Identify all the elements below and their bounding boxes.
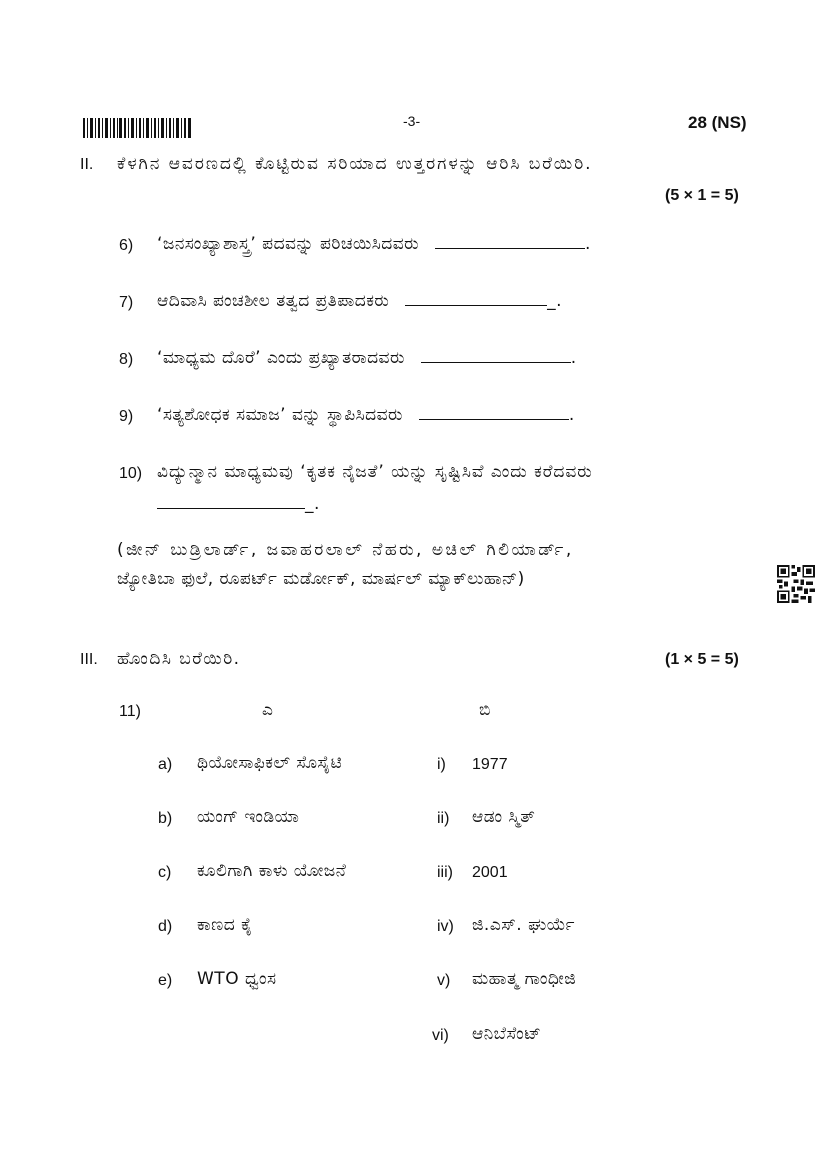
barcode [83, 118, 191, 138]
question-10-text: ವಿದ್ಯುನ್ಮಾನ ಮಾಧ್ಯಮವು ‘ಕೃತಕ ನೈಜತೆ’ ಯನ್ನು ಸೃಷ್ಟಿಸಿವೆ ಎಂದು ಕರೆದವರು [157, 462, 593, 482]
question-6-end: . [585, 234, 591, 254]
section-ii-instruction: ಕೆಳಗಿನ ಆವರಣದಲ್ಲಿ ಕೊಟ್ಟಿರುವ ಸರಿಯಾದ ಉತ್ತರಗಳನ್ನು ಆರಿಸಿ ಬರೆಯಿರಿ. [117, 154, 593, 174]
match-iv-label: iv) [437, 918, 454, 935]
question-8-number: 8) [119, 351, 134, 368]
answer-blank[interactable] [421, 348, 571, 363]
match-d-text: ಕಾಣದ ಕೈ [197, 915, 253, 935]
qr-code [777, 565, 815, 603]
question-7-text: ಆದಿವಾಸಿ ಪಂಚಶೀಲ ತತ್ವದ ಪ್ರತಿಪಾದಕರು [157, 291, 390, 311]
match-e-text: WTO ಧ್ವಂಸ [197, 969, 277, 989]
match-c-text: ಕೂಲಿಗಾಗಿ ಕಾಳು ಯೋಜನೆ [197, 861, 347, 881]
question-9-end: . [568, 405, 575, 425]
answer-blank[interactable] [419, 405, 569, 420]
section-ii-number: II. [80, 156, 94, 173]
question-7-number: 7) [119, 294, 134, 311]
column-b-header: ಬಿ [479, 700, 491, 720]
section-iii-marks: (1 × 5 = 5) [665, 651, 739, 668]
match-iii-text: 2001 [472, 864, 508, 881]
match-i-label: i) [437, 756, 446, 773]
section-ii-marks: (5 × 1 = 5) [665, 187, 739, 204]
section-iii-number: III. [80, 651, 98, 668]
match-iv-text: ಜಿ.ಎಸ್. ಘುರ್ಯೆ [472, 915, 575, 935]
question-6 [157, 234, 591, 254]
question-7 [157, 291, 562, 311]
question-10-answer [157, 494, 320, 514]
question-9 [157, 405, 575, 425]
match-ii-label: ii) [437, 810, 450, 827]
answer-blank[interactable] [157, 494, 305, 509]
match-b-label: b) [158, 810, 173, 827]
paper-code: 28 (NS) [688, 113, 747, 132]
question-11-number: 11) [119, 703, 141, 720]
question-9-number: 9) [119, 408, 134, 425]
question-9-text: ‘ಸತ್ಯಶೋಧಕ ಸಮಾಜ’ ವನ್ನು ಸ್ಥಾಪಿಸಿದವರು [157, 405, 403, 425]
column-a-header: ಎ [262, 700, 274, 720]
answer-options-line-2: ಜ್ಯೋತಿಬಾ ಫುಲೆ, ರೂಪರ್ಟ್ ಮರ್ಡೋಕ್, ಮಾರ್ಷಲ್ ಮ್ಯಾಕ್‌ಲುಹಾನ್) [117, 569, 525, 589]
answer-options-line-1: (ಜೀನ್ ಬುಡ್ರಿಲಾರ್ಡ್, ಜವಾಹರಲಾಲ್ ನೆಹರು, ಅಚಿಲ್ ಗಿಲಿಯಾರ್ಡ್, [117, 540, 574, 560]
match-a-label: a) [158, 756, 173, 773]
question-7-end: _. [547, 291, 563, 311]
match-vi-text: ಆನಿಬೆಸೆಂಟ್ [472, 1024, 542, 1044]
question-8-text: ‘ಮಾಧ್ಯಮ ದೊರೆ’ ಎಂದು ಪ್ರಖ್ಯಾತರಾದವರು [157, 348, 405, 368]
match-vi-label: vi) [432, 1027, 449, 1044]
match-v-label: v) [437, 972, 451, 989]
question-10-number: 10) [119, 465, 143, 482]
match-i-text: 1977 [472, 756, 508, 773]
answer-blank[interactable] [405, 291, 547, 306]
match-d-label: d) [158, 918, 173, 935]
section-iii-instruction: ಹೊಂದಿಸಿ ಬರೆಯಿರಿ. [117, 649, 241, 669]
match-b-text: ಯಂಗ್ ಇಂಡಿಯಾ [197, 807, 300, 827]
question-6-text: ‘ಜನಸಂಖ್ಯಾಶಾಸ್ತ್ರ’ ಪದವನ್ನು ಪರಿಚಯಿಸಿದವರು [157, 234, 420, 254]
question-6-number: 6) [119, 237, 134, 254]
match-iii-label: iii) [437, 864, 453, 881]
match-ii-text: ಆಡಂ ಸ್ಮಿತ್ [472, 807, 536, 827]
page-number: -3- [403, 113, 421, 129]
question-8 [157, 348, 577, 368]
question-8-end: . [570, 348, 577, 368]
match-e-label: e) [158, 972, 173, 989]
match-c-label: c) [158, 864, 172, 881]
answer-blank[interactable] [435, 234, 585, 249]
match-a-text: ಥಿಯೋಸಾಫಿಕಲ್ ಸೊಸೈಟಿ [197, 753, 343, 773]
match-v-text: ಮಹಾತ್ಮ ಗಾಂಧೀಜಿ [472, 969, 577, 989]
question-10-end: _. [305, 494, 320, 514]
